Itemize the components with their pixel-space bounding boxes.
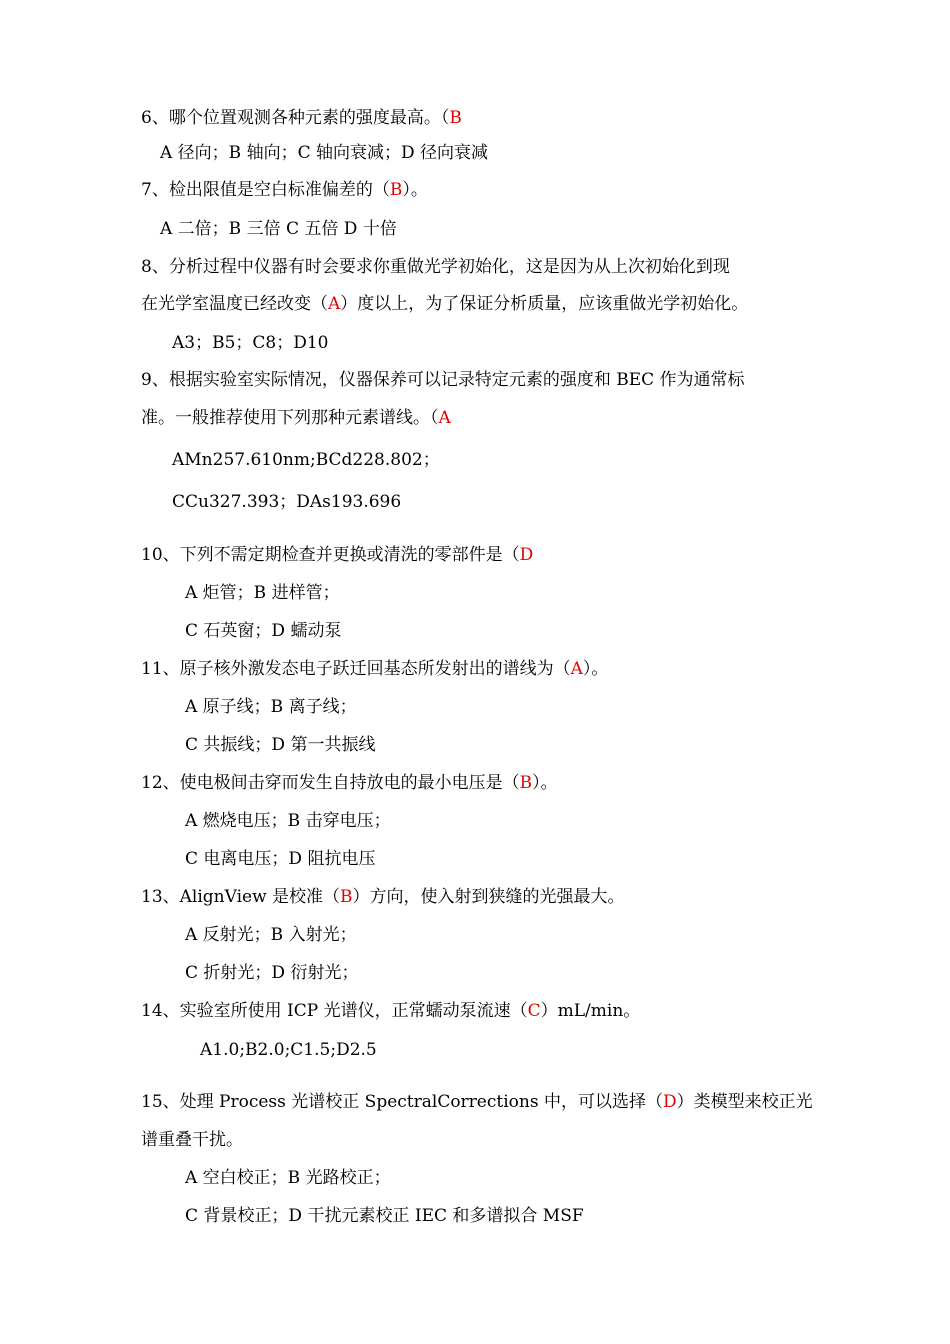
q12-options-line2: C 电离电压；D 阻抗电压 bbox=[185, 849, 376, 869]
q13-answer: B bbox=[340, 887, 353, 907]
q15-text-line1: 15、处理 Process 光谱校正 SpectralCorrections 中，可以选择（D）类模型来校正光 bbox=[141, 1092, 813, 1112]
q9-options-line1: AMn257.610nm;BCd228.802； bbox=[172, 450, 440, 470]
q15-answer: D bbox=[662, 1092, 677, 1112]
q7-text: 7、检出限值是空白标准偏差的（B）。 bbox=[141, 180, 428, 200]
q11-answer: A bbox=[570, 659, 583, 679]
q7-answer: B bbox=[389, 180, 403, 200]
q7-options: A 二倍；B 三倍 C 五倍 D 十倍 bbox=[160, 219, 397, 239]
q11-options-line1: A 原子线；B 离子线； bbox=[185, 697, 357, 717]
q6-answer: B bbox=[449, 108, 462, 128]
q14-options: A1.0;B2.0;C1.5;D2.5 bbox=[200, 1040, 377, 1060]
q14-text: 14、实验室所使用 ICP 光谱仪，正常蠕动泵流速（C）mL/min。 bbox=[141, 1001, 641, 1021]
q6-options: A 径向；B 轴向；C 轴向衰减；D 径向衰减 bbox=[160, 143, 489, 163]
q9-text-line1: 9、根据实验室实际情况，仪器保养可以记录特定元素的强度和 BEC 作为通常标 bbox=[141, 370, 745, 390]
q10-text: 10、下列不需定期检查并更换或清洗的零部件是（D bbox=[141, 545, 534, 565]
q9-text-line2: 准。一般推荐使用下列那种元素谱线。（A bbox=[141, 408, 451, 428]
q13-text: 13、AlignView 是校准（B）方向，使入射到狭缝的光强最大。 bbox=[141, 887, 625, 907]
q11-options-line2: C 共振线；D 第一共振线 bbox=[185, 735, 376, 755]
q15-options-line2: C 背景校正；D 干扰元素校正 IEC 和多谱拟合 MSF bbox=[185, 1206, 584, 1226]
q13-options-line2: C 折射光；D 衍射光； bbox=[185, 963, 359, 983]
q8-text-line1: 8、分析过程中仪器有时会要求你重做光学初始化，这是因为从上次初始化到现 bbox=[141, 257, 730, 277]
q8-answer: A bbox=[328, 294, 341, 314]
q8-options: A3；B5；C8；D10 bbox=[172, 333, 329, 353]
q8-text-line2: 在光学室温度已经改变（A）度以上，为了保证分析质量，应该重做光学初始化。 bbox=[141, 294, 749, 314]
q13-options-line1: A 反射光；B 入射光； bbox=[185, 925, 357, 945]
q9-answer: A bbox=[438, 408, 451, 428]
q15-text-line2: 谱重叠干扰。 bbox=[141, 1130, 243, 1150]
q12-answer: B bbox=[519, 773, 533, 793]
q15-options-line1: A 空白校正；B 光路校正； bbox=[185, 1168, 391, 1188]
q6-text: 6、哪个位置观测各种元素的强度最高。（B bbox=[141, 108, 462, 128]
q12-options-line1: A 燃烧电压；B 击穿电压； bbox=[185, 811, 391, 831]
q10-options-line2: C 石英窗；D 蠕动泵 bbox=[185, 621, 342, 641]
q10-answer: D bbox=[519, 545, 534, 565]
q12-text: 12、使电极间击穿而发生自持放电的最小电压是（B）。 bbox=[141, 773, 558, 793]
q14-answer: C bbox=[527, 1001, 541, 1021]
q9-options-line2: CCu327.393；DAs193.696 bbox=[172, 492, 402, 512]
q10-options-line1: A 炬管；B 进样管； bbox=[185, 583, 340, 603]
q11-text: 11、原子核外激发态电子跃迁回基态所发射出的谱线为（A）。 bbox=[141, 659, 609, 679]
